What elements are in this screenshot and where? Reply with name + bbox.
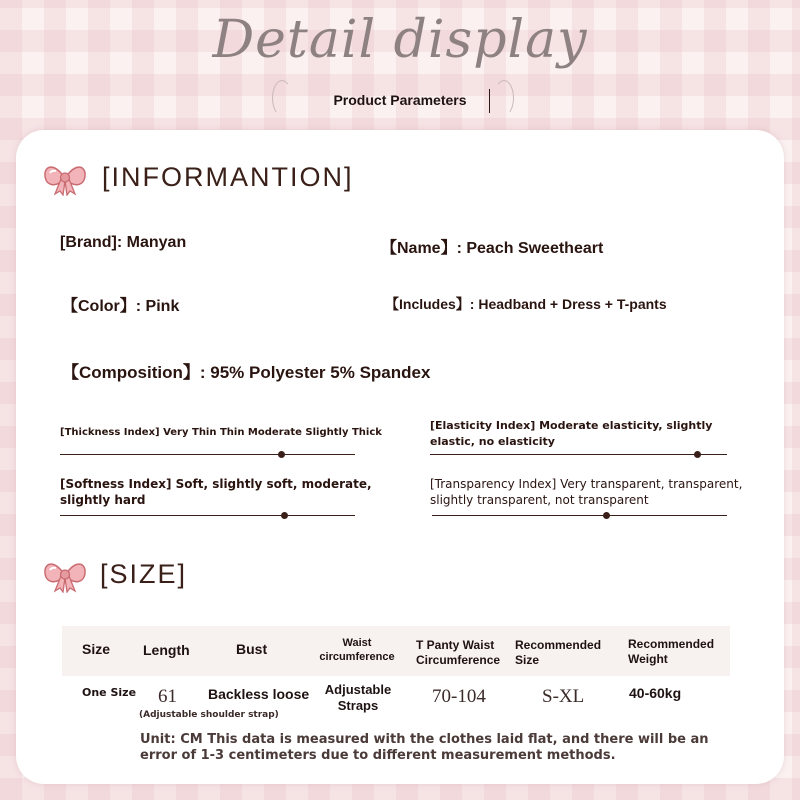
script-title: Detail display — [212, 10, 588, 70]
column-header-tpanty-waist: T Panty Waist Circumference — [416, 638, 501, 667]
column-header-waist: Waist circumference — [319, 637, 395, 663]
softness-index-label: [Softness Index] Soft, slightly soft, moderate, slightly hard — [60, 477, 372, 507]
length-note: (Adjustable shoulder strap) — [139, 710, 279, 720]
cell-length: 61 — [158, 686, 177, 707]
column-header-length: Length — [143, 642, 190, 658]
measurement-note: Unit: CM This data is measured with the clothes laid flat, and there will be an error of 1-3 centimeters due to different measurement methods. — [140, 732, 709, 763]
includes-value: 【Includes】: Headband + Dress + T-pants — [385, 296, 667, 312]
thickness-index-scale — [60, 454, 355, 455]
cell-bust: Backless loose — [208, 686, 310, 702]
name-value: 【Name】: Peach Sweetheart — [381, 240, 604, 257]
softness-index-scale — [60, 515, 355, 516]
cell-recommended-weight: 40-60kg — [629, 685, 682, 701]
cell-tpanty-waist: 70-104 — [432, 686, 486, 707]
color-value: 【Color】: Pink — [62, 298, 180, 315]
cell-size: One Size — [82, 686, 137, 699]
softness-index-marker — [281, 512, 288, 519]
transparency-index-marker — [603, 512, 610, 519]
elasticity-index-marker — [694, 451, 701, 458]
elasticity-index-label: [Elasticity Index] Moderate elasticity, slightly elastic, no elasticity — [430, 419, 713, 448]
cell-waist: Adjustable Straps — [324, 682, 392, 713]
transparency-index-label: [Transparency Index] Very transparent, transparent, slightly transparent, not transparent — [430, 477, 743, 507]
brand-value: [Brand]: Manyan — [60, 234, 187, 251]
thickness-index-label: [Thickness Index] Very Thin Thin Moderate Slightly Thick — [60, 427, 382, 438]
composition-value: 【Composition】: 95% Polyester 5% Spandex — [62, 363, 431, 382]
elasticity-index-scale — [430, 454, 727, 455]
thickness-index-marker — [278, 451, 285, 458]
column-header-recommended-size: Recommended Size — [515, 638, 602, 667]
transparency-index-scale — [432, 515, 727, 516]
bow-icon — [42, 160, 88, 196]
subtitle-divider — [489, 89, 490, 113]
column-header-recommended-weight: Recommended Weight — [628, 637, 715, 666]
bow-icon — [42, 557, 88, 593]
column-header-size: Size — [82, 641, 111, 657]
cell-recommended-size: S-XL — [542, 686, 585, 707]
column-header-bust: Bust — [236, 641, 268, 657]
information-heading: [INFORMANTION] — [102, 162, 354, 192]
size-heading: [SIZE] — [100, 559, 188, 589]
subtitle: Product Parameters — [333, 92, 467, 108]
